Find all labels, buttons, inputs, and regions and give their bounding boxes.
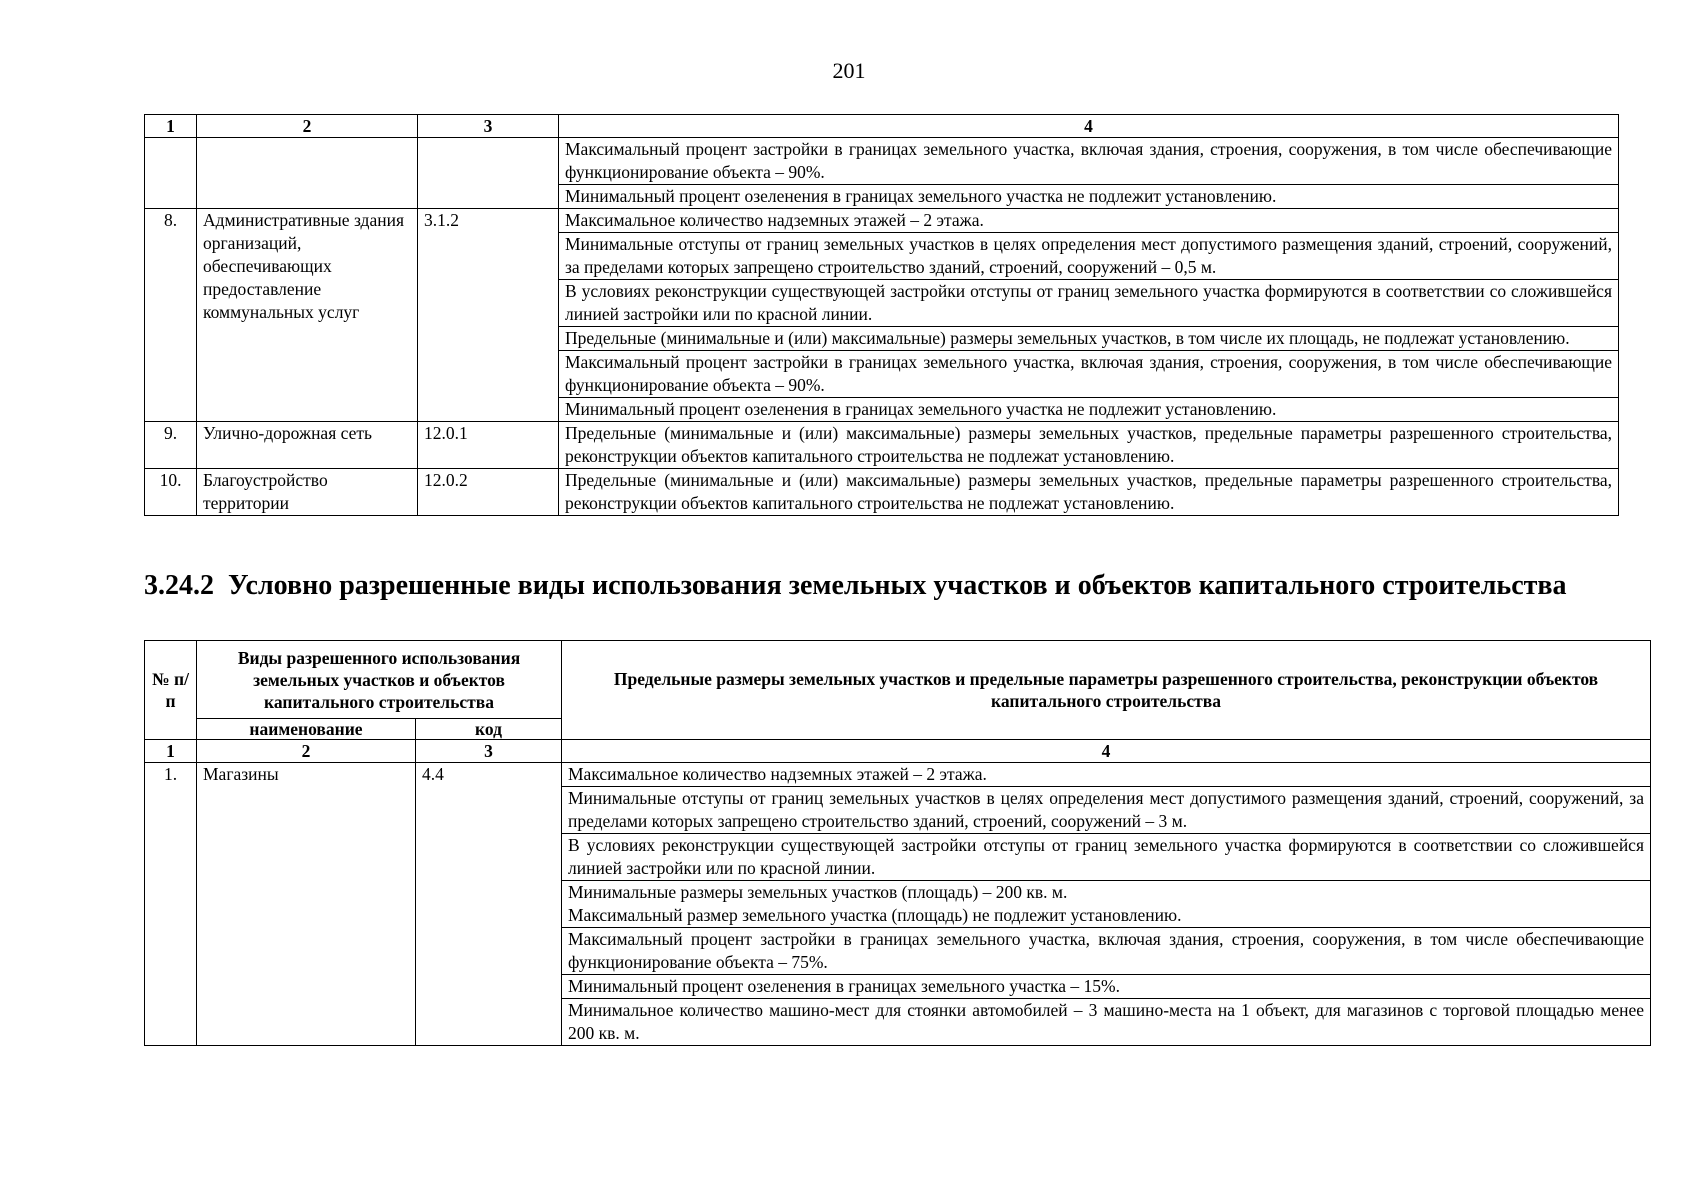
table-row (145, 209, 1619, 233)
header-row (145, 641, 1651, 719)
header-code: код (416, 719, 562, 740)
parameter-cell: Максимальный процент застройки в границах земельного участка, включая здания, строения, сооружения, в том числе обеспечивающие функционирование объекта – 90%. (559, 138, 1619, 185)
use-code-cell (418, 138, 559, 209)
parameter-cell: В условиях реконструкции существующей застройки отступы от границ земельного участка формируются в соответствии со сложившейся линией застройки или по красной линии. (562, 834, 1651, 881)
page-number: 201 (832, 58, 866, 83)
parameter-cell: Максимальное количество надземных этажей – 2 этажа. (562, 763, 1651, 787)
parameter-cell: В условиях реконструкции существующей застройки отступы от границ земельного участка формируются в соответствии со сложившейся линией застройки или по красной линии. (559, 280, 1619, 327)
use-name-cell: Административные здания организаций, обеспечивающих предоставление коммунальных услуг (197, 209, 418, 422)
parameter-cell: Максимальный процент застройки в границах земельного участка, включая здания, строения, сооружения, в том числе обеспечивающие функционирование объекта – 75%. (562, 928, 1651, 975)
header-name: наименование (197, 719, 416, 740)
header-use-types: Виды разрешенного использования земельных участков и объектов капитального строительства (197, 641, 562, 719)
use-code-cell: 12.0.2 (418, 469, 559, 516)
table-row (145, 763, 1651, 787)
row-number-cell (145, 138, 197, 209)
table-conditional-uses-header (144, 640, 1651, 740)
section-heading (144, 570, 1664, 602)
table-conditional-uses (144, 739, 1651, 1046)
use-code-cell: 12.0.1 (418, 422, 559, 469)
use-name-cell (197, 138, 418, 209)
column-number: 4 (559, 115, 1619, 138)
column-number: 4 (562, 740, 1651, 763)
section-title: Условно разрешенные виды использования земельных участков и объектов капитального строительства (228, 570, 1567, 601)
row-number-cell: 10. (145, 469, 197, 516)
row-number-cell: 9. (145, 422, 197, 469)
parameter-cell: Предельные (минимальные и (или) максимальные) размеры земельных участков, предельные параметры разрешенного строительства, реконструкции объектов капитального строительства не подлежат установлению. (559, 469, 1619, 516)
column-number: 1 (145, 740, 197, 763)
use-name-cell: Магазины (197, 763, 416, 1046)
parameter-cell: Предельные (минимальные и (или) максимальные) размеры земельных участков, предельные параметры разрешенного строительства, реконструкции объектов капитального строительства не подлежат установлению. (559, 422, 1619, 469)
column-number-row (145, 740, 1651, 763)
parameter-cell: Минимальный процент озеленения в границах земельного участка не подлежит установлению. (559, 398, 1619, 422)
column-number-row (145, 115, 1619, 138)
header-number: № п/п (145, 641, 197, 740)
row-number-cell: 8. (145, 209, 197, 422)
parameter-cell: Минимальный процент озеленения в границах земельного участка – 15%. (562, 975, 1651, 999)
column-number: 2 (197, 115, 418, 138)
column-number: 2 (197, 740, 416, 763)
parameter-cell: Максимальный процент застройки в границах земельного участка, включая здания, строения, сооружения, в том числе обеспечивающие функционирование объекта – 90%. (559, 351, 1619, 398)
use-code-cell: 3.1.2 (418, 209, 559, 422)
parameter-cell: Минимальные размеры земельных участков (площадь) – 200 кв. м. Максимальный размер земельного участка (площадь) не подлежит установлению. (562, 881, 1651, 928)
table-row (145, 138, 1619, 185)
parameter-cell: Максимальное количество надземных этажей – 2 этажа. (559, 209, 1619, 233)
column-number: 3 (416, 740, 562, 763)
column-number: 3 (418, 115, 559, 138)
table-permitted-uses (144, 114, 1619, 516)
row-number-cell: 1. (145, 763, 197, 1046)
table-row (145, 469, 1619, 516)
parameter-cell: Минимальные отступы от границ земельных участков в целях определения мест допустимого размещения зданий, строений, сооружений, за пределами которых запрещено строительство зданий, строений, сооружений – 3 м. (562, 787, 1651, 834)
section-number: 3.24.2 (144, 570, 214, 601)
column-number: 1 (145, 115, 197, 138)
parameter-cell: Предельные (минимальные и (или) максимальные) размеры земельных участков, в том числе их площадь, не подлежат установлению. (559, 327, 1619, 351)
header-limits: Предельные размеры земельных участков и предельные параметры разрешенного строительства, реконструкции объектов капитального строительства (562, 641, 1651, 740)
parameter-cell: Минимальное количество машино-мест для стоянки автомобилей – 3 машино-места на 1 объект, для магазинов с торговой площадью менее 200 кв. м. (562, 999, 1651, 1046)
parameter-cell: Минимальные отступы от границ земельных участков в целях определения мест допустимого размещения зданий, строений, сооружений, за пределами которых запрещено строительство зданий, строений, сооружений – 0,5 м. (559, 233, 1619, 280)
parameter-cell: Минимальный процент озеленения в границах земельного участка не подлежит установлению. (559, 185, 1619, 209)
use-code-cell: 4.4 (416, 763, 562, 1046)
table-row (145, 422, 1619, 469)
use-name-cell: Благоустройство территории (197, 469, 418, 516)
use-name-cell: Улично-дорожная сеть (197, 422, 418, 469)
